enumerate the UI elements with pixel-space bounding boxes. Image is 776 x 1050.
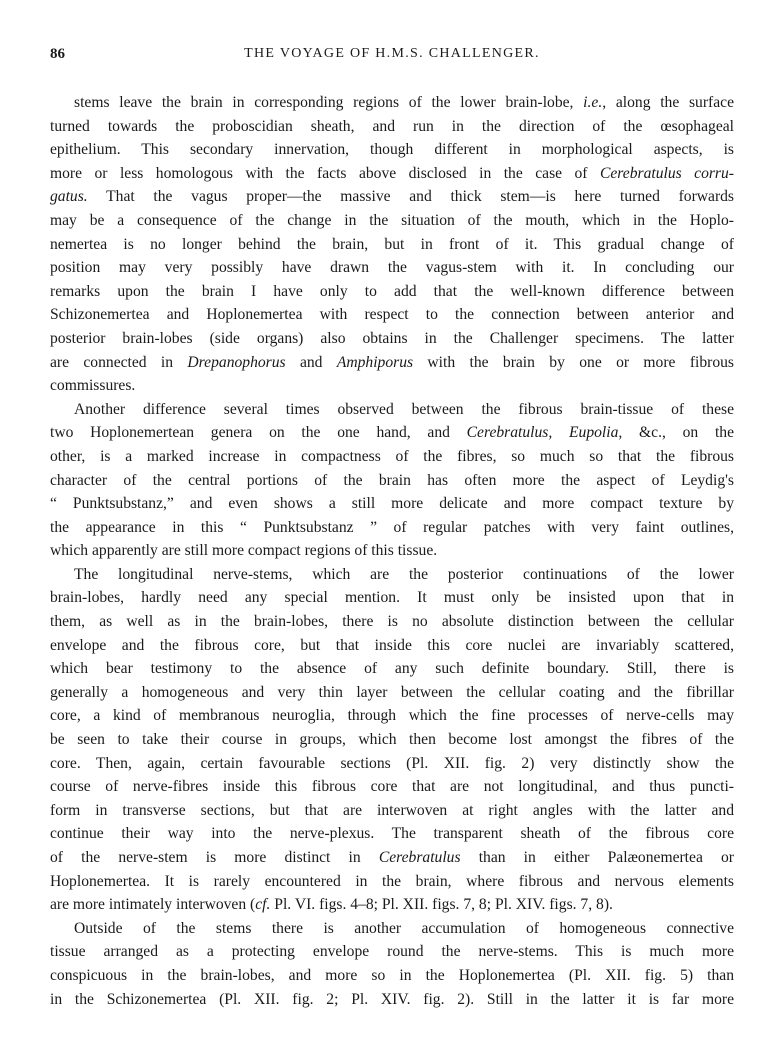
text-line xyxy=(50,233,734,257)
text: Pl. VI. figs. 4–8; Pl. XII. figs. 7, 8; Pl. XIV. figs. 7, 8). xyxy=(270,896,613,914)
text: course of nerve-fibres inside this fibrous core that are not longitudinal, and thus puncti- xyxy=(50,778,734,796)
text: envelope and the fibrous core, but that inside this core nuclei are invariably scattered, xyxy=(50,636,734,654)
text: position may very possibly have drawn the vagus-stem with it. In concluding our xyxy=(50,259,734,277)
text: core, a kind of membranous neuroglia, through which the fine processes of nerve-cells may xyxy=(50,707,734,725)
text: Outside of the stems there is another accumulation of homogeneous connective xyxy=(74,919,734,937)
text-line xyxy=(50,634,734,658)
text: with the brain by one or more fibrous xyxy=(413,353,734,371)
text: more or less homologous with the facts above disclosed in the case of xyxy=(50,164,600,182)
paragraph xyxy=(50,563,734,917)
text-line xyxy=(50,256,734,280)
text: form in transverse sections, but that are interwoven at right angles with the latter and xyxy=(50,801,734,819)
paragraph xyxy=(50,91,734,398)
text-line xyxy=(50,940,734,964)
text: two Hoplonemertean genera on the one hand, and xyxy=(50,424,467,442)
text-line xyxy=(50,209,734,233)
italic-text: i.e. xyxy=(583,94,603,111)
text-line xyxy=(50,374,734,398)
text-line xyxy=(50,327,734,351)
italic-text: Cerebratulus corru- xyxy=(599,164,734,182)
text-line xyxy=(50,846,734,870)
page-header xyxy=(50,46,734,68)
text-line xyxy=(50,988,734,1012)
text: stems leave the brain in corresponding regions of the lower brain-lobe, xyxy=(74,94,584,111)
text: continue their way into the nerve-plexus. The transparent sheath of the fibrous core xyxy=(50,825,734,843)
text: and xyxy=(285,353,337,371)
text: posterior brain-lobes (side organs) also obtains in the Challenger specimens. The latter xyxy=(50,329,734,347)
text-line xyxy=(50,445,734,469)
text-line xyxy=(50,822,734,846)
text: core. Then, again, certain favourable sections (Pl. XII. fig. 2) very distinctly show the xyxy=(50,754,734,772)
text-line xyxy=(50,469,734,493)
page-number: 86 xyxy=(50,46,65,62)
text: Another difference several times observed between the fibrous brain-tissue of these xyxy=(74,400,734,418)
text-line xyxy=(50,421,734,445)
text: turned towards the proboscidian sheath, and run in the direction of the œsophageal xyxy=(50,117,734,135)
text: of the nerve-stem is more distinct in xyxy=(50,849,379,866)
text: the appearance in this “ Punktsubstanz ” of regular patches with very faint outlines, xyxy=(50,518,734,536)
text-line xyxy=(50,775,734,799)
text-line xyxy=(50,351,734,375)
text: brain-lobes, hardly need any special mention. It must only be insisted upon that in xyxy=(50,589,734,607)
text: That the vagus proper—the massive and thick stem—is here turned forwards xyxy=(87,188,734,206)
text-line xyxy=(50,185,734,209)
text: remarks upon the brain I have only to add that the well-known difference between xyxy=(50,282,734,300)
text-line xyxy=(50,162,734,186)
text-line xyxy=(50,610,734,634)
italic-text: cf. xyxy=(255,896,271,914)
text-line xyxy=(50,752,734,776)
text: The longitudinal nerve-stems, which are the posterior continuations of the lower xyxy=(74,565,734,583)
italic-text: Cerebratulus xyxy=(378,849,461,866)
text-line xyxy=(50,586,734,610)
italic-text: Amphiporus xyxy=(336,353,414,371)
text: which apparently are still more compact regions of this tissue. xyxy=(50,542,438,560)
text-line xyxy=(50,516,734,540)
text: Hoplonemertea. It is rarely encountered in the brain, where fibrous and nervous elements xyxy=(50,872,734,890)
text-line xyxy=(50,492,734,516)
text-line xyxy=(50,303,734,327)
text: Schizonemertea and Hoplonemertea with respect to the connection between anterior and xyxy=(50,306,734,324)
text-line xyxy=(50,728,734,752)
italic-text: Cerebratulus, Eupolia, xyxy=(466,424,623,442)
text: “ Punktsubstanz,” and even shows a still more delicate and more compact texture by xyxy=(50,495,734,513)
text: in the Schizonemertea (Pl. XII. fig. 2; Pl. XIV. fig. 2). Still in the latter it is far more xyxy=(50,990,734,1008)
text: other, is a marked increase in compactness of the fibres, so much so that the fibrous xyxy=(50,447,734,465)
text-line xyxy=(50,681,734,705)
text: character of the central portions of the brain has often more the aspect of Leydig's xyxy=(50,471,734,489)
text-line xyxy=(50,280,734,304)
italic-text: Drepanophorus xyxy=(187,353,286,371)
text-line xyxy=(50,563,734,587)
italic-text: gatus. xyxy=(50,188,88,206)
text-line xyxy=(50,964,734,988)
text: which bear testimony to the absence of any such definite boundary. Still, there is xyxy=(50,660,734,678)
text: may be a consequence of the change in the situation of the mouth, which in the Hoplo- xyxy=(50,211,734,229)
text: are connected in xyxy=(50,353,188,371)
text-line xyxy=(50,917,734,941)
running-title: THE VOYAGE OF H.M.S. CHALLENGER. xyxy=(244,46,540,61)
text-line xyxy=(50,893,734,917)
text-line xyxy=(50,138,734,162)
text: be seen to take their course in groups, which then become lost amongst the fibres of the xyxy=(50,731,734,749)
text: are more intimately interwoven ( xyxy=(50,896,256,914)
paragraph xyxy=(50,398,734,563)
text-line xyxy=(50,657,734,681)
text-line xyxy=(50,870,734,894)
text-line xyxy=(50,539,734,563)
text: generally a homogeneous and very thin layer between the cellular coating and the fibrillar xyxy=(50,683,734,701)
body-text xyxy=(50,91,734,1011)
text: tissue arranged as a protecting envelope round the nerve-stems. This is much more xyxy=(50,943,734,961)
text: epithelium. This secondary innervation, though different in morphological aspects, is xyxy=(50,141,734,159)
text: , along the surface xyxy=(602,94,734,111)
text: &c., on the xyxy=(622,424,735,442)
text: them, as well as in the brain-lobes, there is no absolute distinction between the cellular xyxy=(50,613,734,631)
text-line xyxy=(50,115,734,139)
text-line xyxy=(50,799,734,823)
text-line xyxy=(50,704,734,728)
text: than in either Palæonemertea or xyxy=(460,849,734,866)
text-line xyxy=(50,91,734,115)
paragraph xyxy=(50,917,734,1011)
text: commissures. xyxy=(50,377,136,395)
text: nemertea is no longer behind the brain, but in front of it. This gradual change of xyxy=(50,235,734,253)
text: conspicuous in the brain-lobes, and more so in the Hoplonemertea (Pl. XII. fig. 5) than xyxy=(50,966,734,984)
text-line xyxy=(50,398,734,422)
